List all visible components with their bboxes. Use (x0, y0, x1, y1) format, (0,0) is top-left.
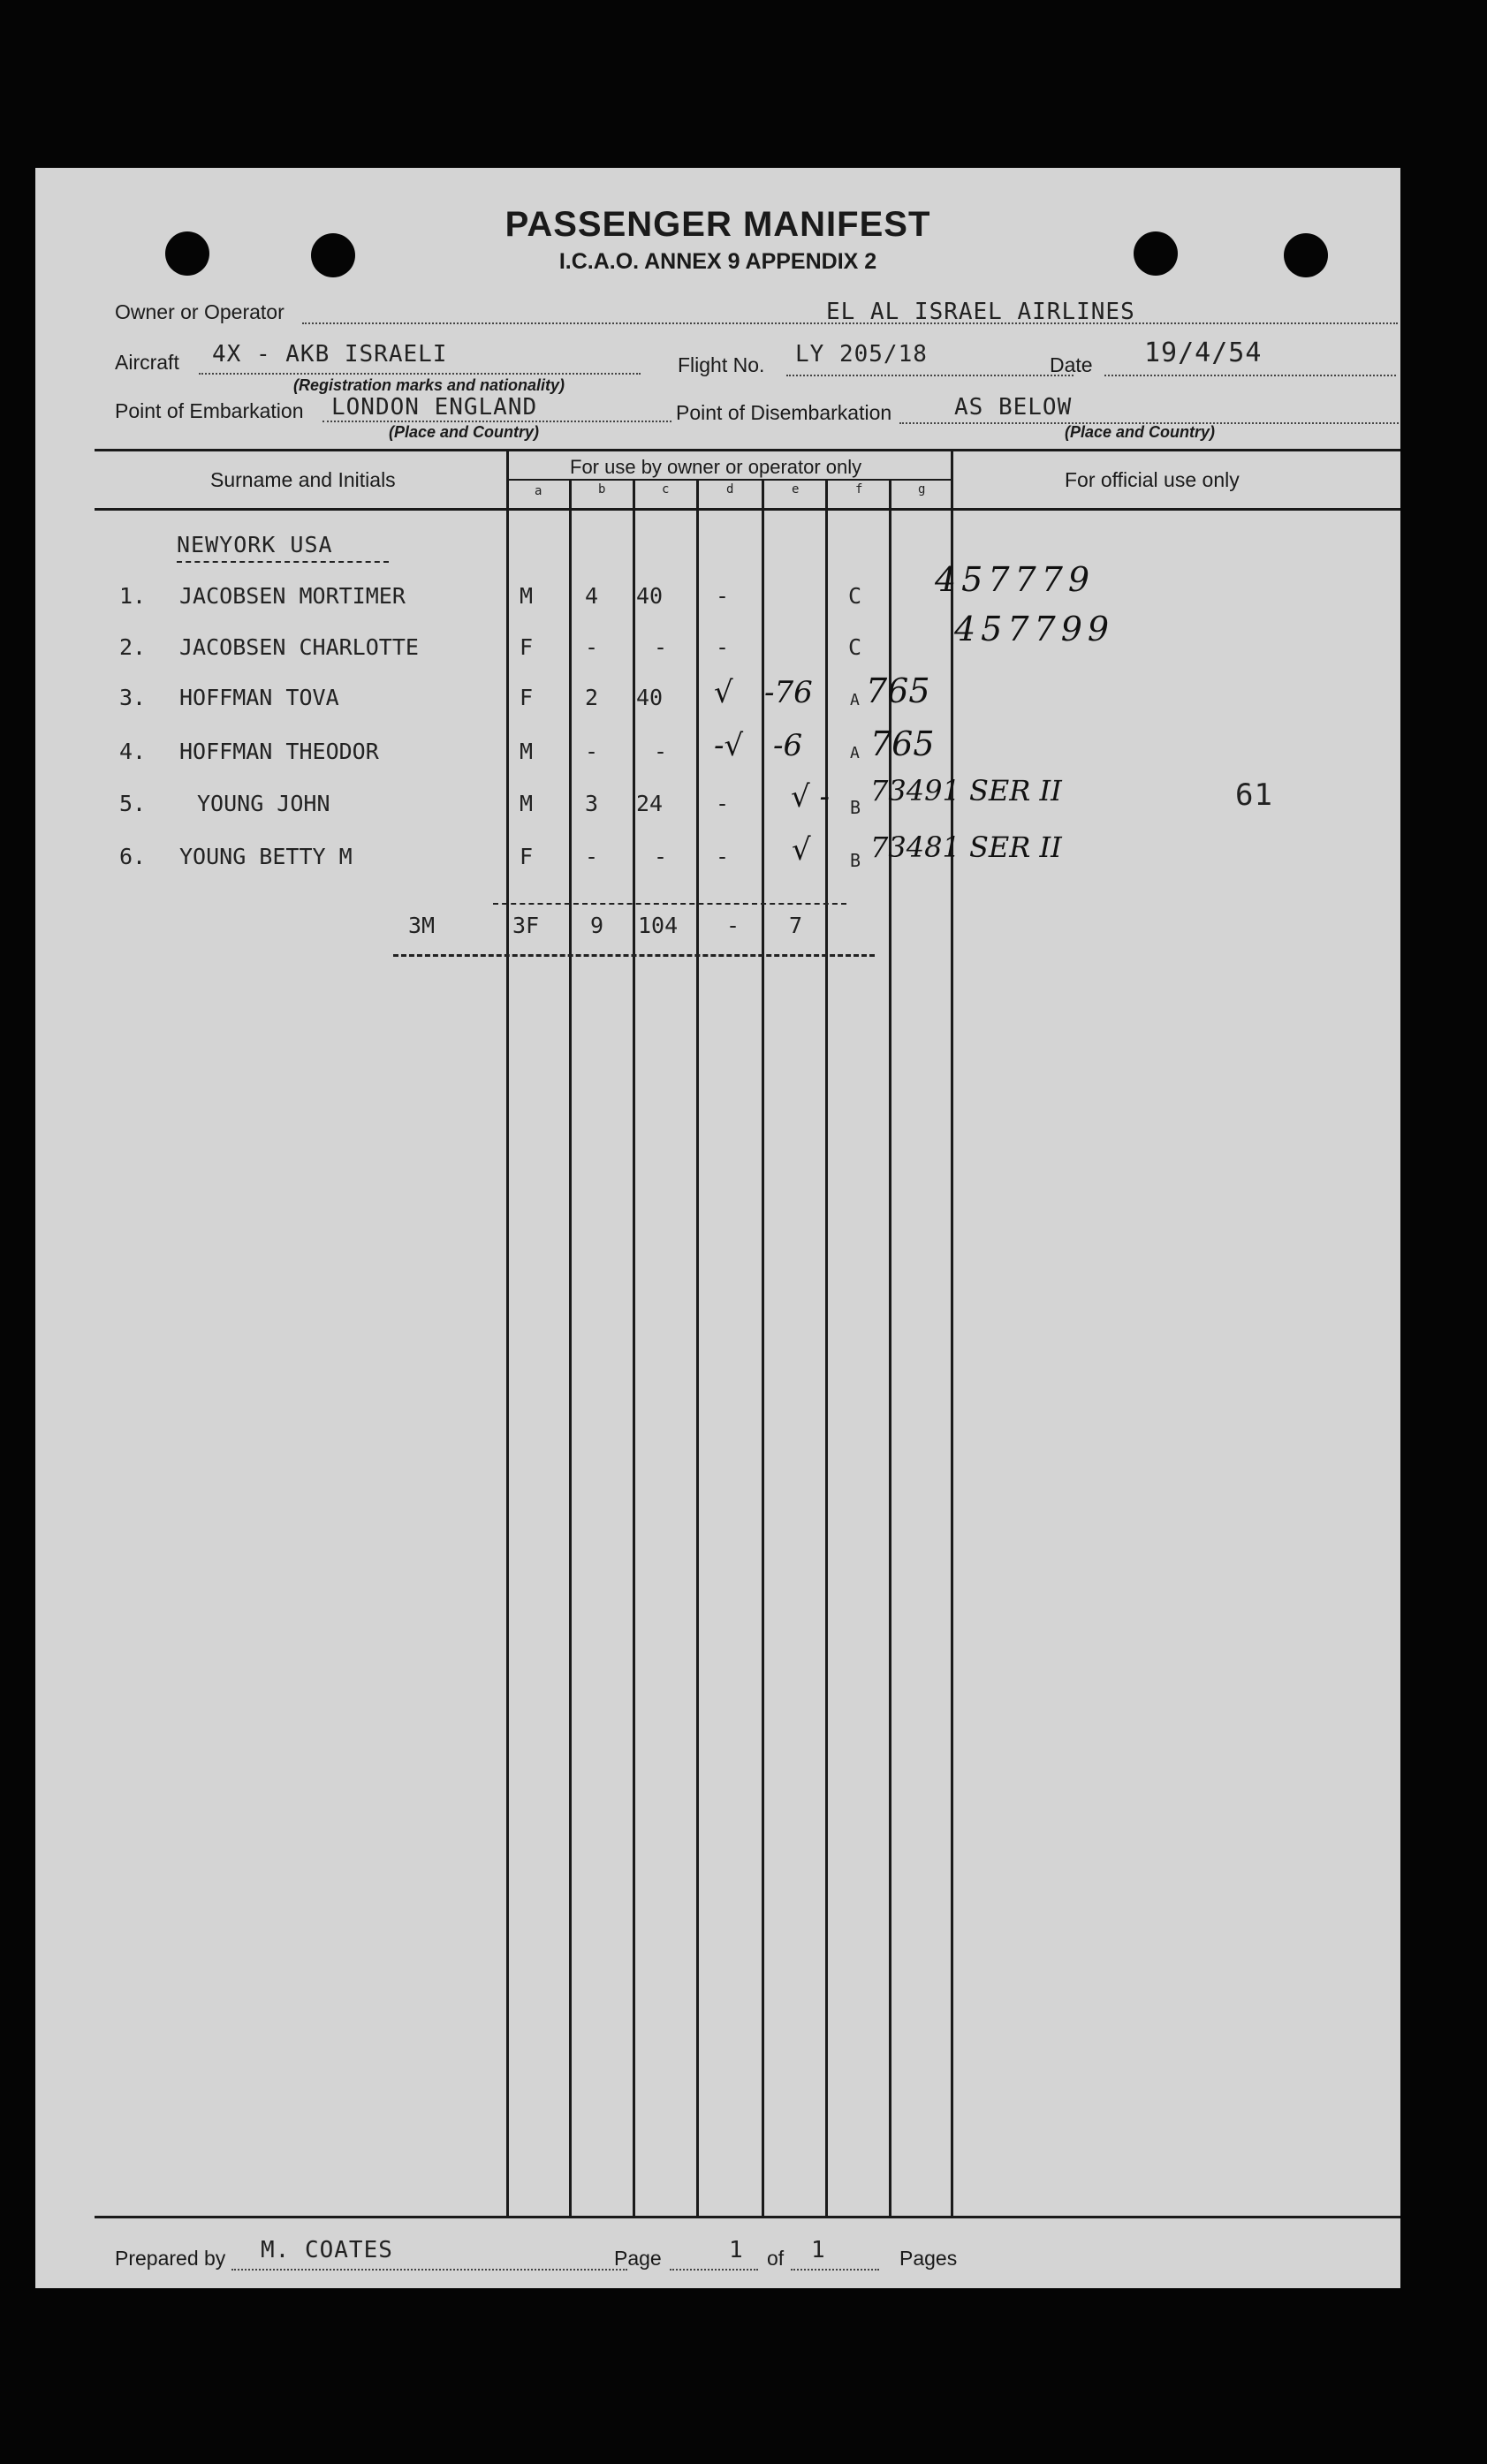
handwritten-note: 457799 (954, 610, 1115, 648)
table-column-rule (762, 481, 764, 2217)
cell-d: - (716, 634, 730, 660)
embarkation-note: (Place and Country) (389, 423, 540, 441)
disembarkation-value: AS BELOW (954, 394, 1073, 421)
prepared-by-value: M. COATES (261, 2237, 393, 2263)
handwritten-note: 765 (866, 671, 930, 710)
cell-e: -76 (764, 675, 813, 710)
passenger-name: YOUNG BETTY M (179, 844, 353, 869)
owner-value: EL AL ISRAEL AIRLINES (826, 299, 1135, 325)
cell-a: M (520, 583, 534, 609)
embarkation-value: LONDON ENGLAND (331, 394, 538, 421)
totals-underline (393, 954, 875, 957)
cell-b: 4 (585, 583, 599, 609)
cell-c: - (654, 739, 668, 764)
handwritten-note: 73481 SER II (870, 830, 1062, 864)
cell-a: M (520, 791, 534, 816)
table-column-rule (633, 481, 635, 2217)
official-mark: 61 (1235, 777, 1273, 813)
cell-f: C (848, 583, 862, 609)
document-title: PASSENGER MANIFEST (505, 205, 931, 244)
cell-f: A (850, 691, 860, 709)
of-value: 1 (811, 2237, 826, 2263)
sub-column-a: a (535, 484, 542, 498)
cell-d: - (716, 844, 730, 869)
sub-column-e: e (792, 482, 800, 497)
row-number: 2. (119, 634, 147, 660)
row-number: 1. (119, 583, 147, 609)
embarkation-label: Point of Embarkation (115, 399, 304, 422)
cell-e: √ (792, 832, 811, 868)
aircraft-dotted-line (199, 373, 641, 375)
cell-c: 40 (636, 685, 664, 710)
cell-c: - (654, 634, 668, 660)
cell-b: 2 (585, 685, 599, 710)
disembarkation-label: Point of Disembarkation (676, 401, 892, 424)
pages-label: Pages (899, 2247, 958, 2270)
sub-column-b: b (598, 482, 606, 497)
cell-b: - (585, 844, 599, 869)
prepared-by-dotted-line (231, 2269, 627, 2271)
totals-dashed-rule (493, 903, 846, 905)
table-column-rule (569, 481, 572, 2217)
cell-a: F (520, 685, 534, 710)
aircraft-note: (Registration marks and nationality) (293, 376, 565, 394)
handwritten-note: 457779 (935, 560, 1096, 599)
cell-d: - (716, 791, 730, 816)
totals-e: 7 (789, 913, 803, 938)
manifest-sheet (35, 168, 1400, 2288)
cell-a: M (520, 739, 534, 764)
passenger-name: JACOBSEN MORTIMER (179, 583, 406, 609)
aircraft-label: Aircraft (115, 351, 179, 374)
sub-column-c: c (662, 482, 670, 497)
passenger-name: HOFFMAN THEODOR (179, 739, 379, 764)
passenger-name: JACOBSEN CHARLOTTE (179, 634, 419, 660)
date-label: Date (1050, 353, 1093, 376)
table-top-rule (95, 449, 1400, 451)
document-subtitle: I.C.A.O. ANNEX 9 APPENDIX 2 (558, 249, 877, 274)
official-use-column-header: For official use only (1065, 468, 1240, 491)
cell-f: B (850, 797, 861, 818)
cell-f: C (848, 634, 862, 660)
cell-f: A (850, 744, 860, 762)
totals-d: - (726, 913, 740, 938)
cell-e: √ - (791, 779, 830, 815)
row-number: 4. (119, 739, 147, 764)
handwritten-note: 73491 SER II (870, 774, 1062, 807)
cell-c: 40 (636, 583, 664, 609)
table-column-rule (951, 449, 953, 2217)
sub-column-f: f (855, 482, 863, 497)
cell-d: - (716, 583, 730, 609)
cell-c: - (654, 844, 668, 869)
row-number: 3. (119, 685, 147, 710)
passenger-name: HOFFMAN TOVA (179, 685, 339, 710)
table-column-rule (825, 481, 828, 2217)
of-label: of (767, 2247, 785, 2270)
row-number: 5. (119, 791, 147, 816)
cell-b: - (585, 634, 599, 660)
flight-value: LY 205/18 (795, 341, 928, 368)
page-label: Page (614, 2247, 662, 2270)
table-bottom-rule (95, 2216, 1400, 2218)
prepared-by-label: Prepared by (115, 2247, 226, 2270)
totals-b: 9 (590, 913, 604, 938)
owner-subheader-rule (508, 479, 952, 481)
table-header-rule (95, 508, 1400, 511)
flight-label: Flight No. (678, 353, 765, 376)
destination-underline (177, 561, 389, 563)
cell-b: - (585, 739, 599, 764)
aircraft-value: 4X - AKB ISRAELI (212, 341, 448, 368)
date-value: 19/4/54 (1144, 337, 1263, 368)
owner-use-column-header: For use by owner or operator only (570, 456, 862, 478)
cell-a: F (520, 844, 534, 869)
cell-d: √ (714, 675, 733, 710)
embarkation-dotted-line (322, 421, 671, 422)
table-column-rule (506, 449, 509, 2217)
table-column-rule (696, 481, 699, 2217)
cell-c: 24 (636, 791, 664, 816)
disembarkation-note: (Place and Country) (1065, 423, 1216, 441)
page-value: 1 (729, 2237, 744, 2263)
destination-heading: NEWYORK USA (177, 532, 333, 557)
passenger-name: YOUNG JOHN (197, 791, 330, 816)
totals-a: 3F (512, 913, 540, 938)
page-dotted-line (670, 2269, 758, 2271)
sub-column-g: g (918, 482, 926, 497)
cell-f: B (850, 850, 861, 871)
totals-c: 104 (638, 913, 679, 938)
date-dotted-line (1104, 375, 1396, 376)
cell-b: 3 (585, 791, 599, 816)
totals-label: 3M (408, 913, 436, 938)
owner-label: Owner or Operator (115, 300, 285, 323)
cell-d: -√ (714, 728, 744, 763)
of-dotted-line (791, 2269, 879, 2271)
row-number: 6. (119, 844, 147, 869)
handwritten-note: 765 (870, 724, 935, 763)
flight-dotted-line (786, 375, 1074, 376)
cell-a: F (520, 634, 534, 660)
sub-column-d: d (726, 482, 734, 497)
cell-e: -6 (773, 728, 803, 763)
surname-column-header: Surname and Initials (210, 468, 396, 491)
